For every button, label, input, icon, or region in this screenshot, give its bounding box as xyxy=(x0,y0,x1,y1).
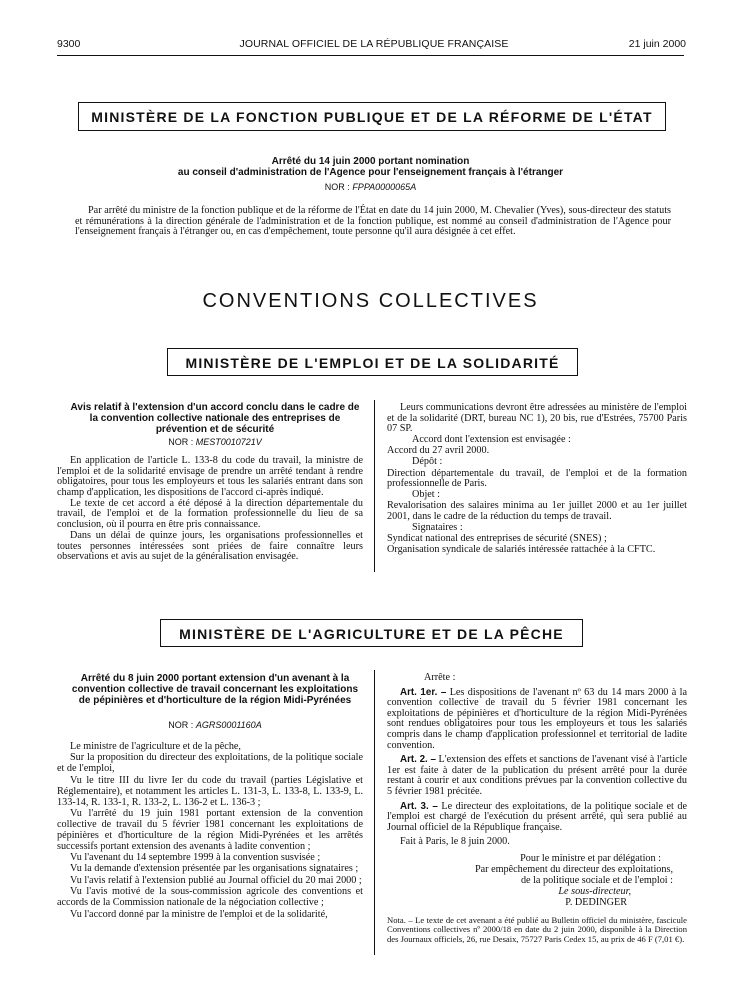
nor-label: NOR : xyxy=(168,720,194,730)
article-1-text: Les dispositions de l'avenant nº 63 du 14 mars 2000 à la convention collective de travail du 5 février 1981 concernant les exploitations de pépinières et d'horticulture de la région Midi-Pyrénées sont rendues obligatoires pour tous les employeurs et tous les salariés compris dans le champ d'application professionnel et territorial de ladite convention. xyxy=(387,686,688,751)
decree-title-1-line1: Arrêté du 14 juin 2000 portant nomination xyxy=(271,156,470,167)
ministry-box-fonction-publique: MINISTÈRE DE LA FONCTION PUBLIQUE ET DE LA RÉFORME DE L'ÉTAT xyxy=(78,102,666,131)
article-3-label: Art. 3. – xyxy=(400,800,438,812)
nota-note: Nota. – Le texte de cet avenant a été publié au Bulletin officiel du ministère, fascicule Conventions collectives nº 2000/18 en date du 2 juin 2000, disponible à la Direction des Journaux officiels, 26, rue Desaix, 75727 Paris Cedex 15, au prix de 46 F (7,01 €). xyxy=(387,914,687,944)
visa-paragraph: Vu l'avis relatif à l'extension publié au Journal officiel du 20 mai 2000 ; xyxy=(70,874,362,886)
article-3-text: Le directeur des exploitations, de la politique sociale et de l'emploi est chargé de l'exécution du présent arrêté, qui sera publié au Journal officiel de la République française. xyxy=(387,800,688,833)
nor-label: NOR : xyxy=(324,182,350,192)
column-divider xyxy=(374,670,375,955)
nor-reference-3 xyxy=(65,720,365,730)
nor-code: FPPA0000065A xyxy=(352,182,417,192)
nor-reference-1 xyxy=(57,182,684,192)
signataire-1: Syndicat national des entreprises de sécurité (SNES) ; xyxy=(387,533,607,545)
article-1 xyxy=(387,688,687,752)
article-2 xyxy=(387,755,687,797)
article-3 xyxy=(387,802,687,834)
signature-block xyxy=(387,853,687,908)
column-divider xyxy=(374,400,375,572)
signataire-2: Organisation syndicale de salariés intéressée rattachée à la CFTC. xyxy=(387,544,656,556)
arrete-word: Arrête : xyxy=(424,672,456,683)
article-2-text: L'extension des effets et sanctions de l'avenant visé à l'article 1er est faite à dater de la publication du présent arrêté pour la durée restant à courir et aux conditions prévues par la convention collective du 5 février 1981 précitée. xyxy=(387,754,687,797)
arrete-title: Arrêté du 8 juin 2000 portant extension d'un avenant à la convention collective de travail concernant les exploitations de pépinières et d'horticulture de la région Midi-Pyrénées xyxy=(71,673,359,706)
article-1-label: Art. 1er. – xyxy=(400,686,447,698)
signature-line-3: de la politique sociale et de l'emploi : xyxy=(520,874,673,886)
ministry-box-agriculture: MINISTÈRE DE L'AGRICULTURE ET DE LA PÊCHE xyxy=(160,619,583,647)
avis-communications: Leurs communications devront être adressées au ministère de l'emploi et de la solidarité (DRT, bureau NC 1), 20 bis, rue d'Estrées, 75700 Paris 07 SP. xyxy=(387,402,687,435)
visa-paragraph: Sur la proposition du directeur des exploitations, de la politique sociale et de l'emploi, xyxy=(57,752,363,775)
issue-date: 21 juin 2000 xyxy=(628,38,686,50)
signature-line-2: Par empêchement du directeur des exploitations, xyxy=(474,863,673,875)
header-rule xyxy=(57,55,684,56)
avis-paragraph: En application de l'article L. 133-8 du code du travail, la ministre de l'emploi et de la solidarité envisage de prendre un arrêté tendant à rendre obligatoires, pour tous les employeurs et tous les salariés entrant dans son champ d'application, les dispositions de l'accord ci-après indiqué. xyxy=(57,455,363,498)
avis-paragraph: Le texte de cet accord a été déposé à la direction départementale du travail, de l'emploi et de la formation professionnelle du lieu de sa conclusion, où il pourra en être pris connaissance. xyxy=(57,497,363,531)
fait-a-paris: Fait à Paris, le 8 juin 2000. xyxy=(400,836,510,848)
ministry-box-emploi: MINISTÈRE DE L'EMPLOI ET DE LA SOLIDARITÉ xyxy=(167,348,578,376)
visa-paragraph: Vu l'accord donné par la ministre de l'emploi et de la solidarité, xyxy=(70,908,328,920)
signature-name: P. DEDINGER xyxy=(565,896,627,908)
arrete-left-column xyxy=(57,742,363,921)
avis-left-column xyxy=(57,456,363,563)
visa-paragraph: Vu l'avenant du 14 septembre 1999 à la convention susvisée ; xyxy=(70,852,321,864)
decree-title-1 xyxy=(57,156,684,178)
article-2-label: Art. 2. – xyxy=(400,754,436,766)
nor-code: AGRS0001160A xyxy=(195,720,262,730)
decree-body-1-paragraph: Par arrêté du ministre de la fonction publique et de la réforme de l'État en date du 14 juin 2000, M. Chevalier (Yves), sous-directeur des statuts et rémunérations à la direction générale de l'administration et de la fonction publique, est nommé au conseil d'administration de l'Agence pour l'enseignement français à l'étranger ou, en cas d'empêchement, toute personne qu'il aura désignée à cet effet. xyxy=(75,205,671,238)
avis-paragraph: Dans un délai de quinze jours, les organisations professionnelles et toutes personnes intéressées sont priées de faire connaître leurs observations et avis au sujet de la généralisation envisagée. xyxy=(57,530,363,563)
journal-title: JOURNAL OFFICIEL DE LA RÉPUBLIQUE FRANÇAISE xyxy=(239,38,509,50)
nor-reference-2 xyxy=(65,437,365,447)
objet-label: Objet : xyxy=(412,489,441,501)
nor-label: NOR : xyxy=(168,437,194,447)
visa-paragraph: Vu l'avis motivé de la sous-commission agricole des conventions et accords de la Commission nationale de la négociation collective ; xyxy=(57,886,363,909)
avis-right-column xyxy=(387,403,687,556)
page-number: 9300 xyxy=(57,38,81,50)
arrete-right-column xyxy=(387,673,687,944)
depot-label: Dépôt : xyxy=(412,456,443,468)
avis-title: Avis relatif à l'extension d'un accord conclu dans le cadre de la convention collective nationale des entreprises de prévention et de sécurité xyxy=(70,402,360,435)
visa-paragraph: Vu l'arrêté du 19 juin 1981 portant extension de la convention collective de travail du 5 février 1981 concernant les exploitations de pépinières et d'horticulture de la région Midi-Pyrénées et les arrêtés successifs portant extension des avenants à ladite convention ; xyxy=(57,807,363,852)
visa-paragraph: Le ministre de l'agriculture et de la pêche, xyxy=(70,741,241,752)
signataires-label: Signataires : xyxy=(412,522,463,534)
conventions-collectives-heading: CONVENTIONS COLLECTIVES xyxy=(202,290,539,312)
signature-line-4: Le sous-directeur, xyxy=(558,885,631,897)
accord-label: Accord dont l'extension est envisagée : xyxy=(412,434,571,446)
visa-paragraph: Vu le titre III du livre Ier du code du travail (parties Législative et Réglementaire), et notamment les articles L. 131-3, L. 133-8, L. 133-9, L. 133-14, R. 133-1, R. 133-2, L. 136-2 et L. 136-3 ; xyxy=(57,774,363,808)
signature-line-1: Pour le ministre et par délégation : xyxy=(520,852,661,864)
decree-body-1 xyxy=(75,206,671,238)
decree-title-1-line2: au conseil d'administration de l'Agence pour l'enseignement français à l'étranger xyxy=(177,167,564,178)
accord-value: Accord du 27 avril 2000. xyxy=(387,445,490,457)
objet-value: Revalorisation des salaires minima au 1er juillet 2000 et au 1er juillet 2001, dans le cadre de la réduction du temps de travail. xyxy=(387,500,687,522)
visa-paragraph: Vu la demande d'extension présentée par les organisations signataires ; xyxy=(70,863,359,875)
nor-code: MEST0010721V xyxy=(195,437,262,447)
depot-value: Direction départementale du travail, de l'emploi et de la formation professionnelle de Paris. xyxy=(387,467,687,490)
